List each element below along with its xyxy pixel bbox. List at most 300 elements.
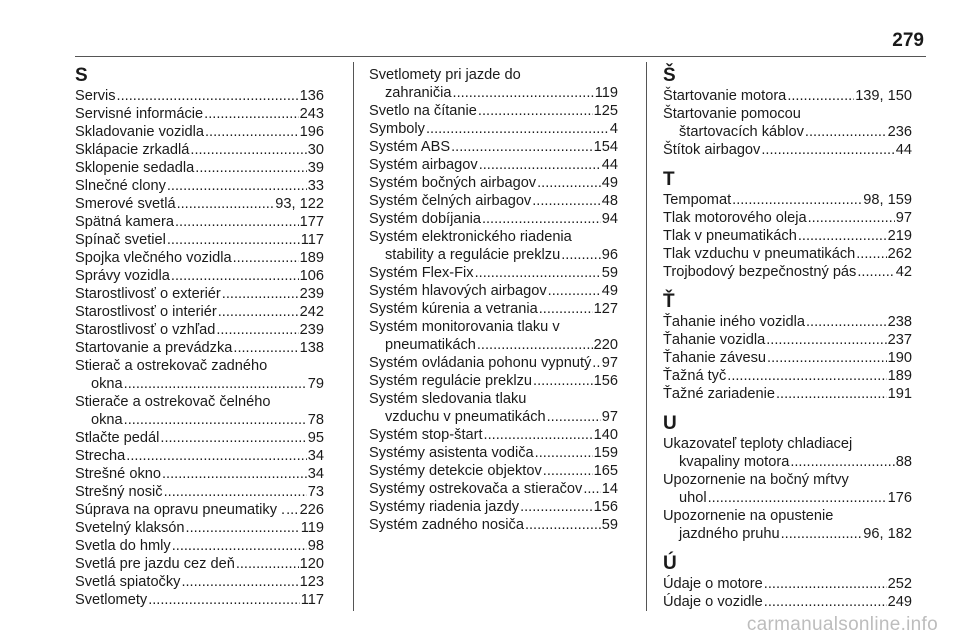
index-entry-page: 34 (307, 466, 324, 482)
index-entry-text: Ťahanie závesu (663, 350, 767, 366)
index-entry-text: Servisné informácie (75, 106, 204, 122)
dot-leader (727, 367, 886, 385)
index-entry-page: 98, 159 (863, 192, 912, 208)
index-entry-page: 95 (307, 430, 324, 446)
index-entry-line (75, 519, 324, 537)
index-entry-text: stability a regulácie preklzu (385, 247, 561, 263)
index-entry-page: 97 (601, 355, 618, 371)
index-entry (75, 573, 324, 591)
index-entry (75, 501, 324, 519)
index-entry (369, 444, 618, 462)
index-entry-page: 44 (601, 157, 618, 173)
index-entry-page: 136 (299, 88, 324, 104)
index-entry-text: Štartovanie motora (663, 88, 787, 104)
index-entry-page: 96 (601, 247, 618, 263)
index-entry-page: 156 (593, 373, 618, 389)
dot-leader (798, 227, 887, 245)
index-entry-line (369, 138, 618, 156)
dot-leader (175, 213, 299, 231)
index-entry (663, 471, 912, 507)
index-entry-line (75, 591, 324, 609)
index-entry-page: 219 (887, 228, 912, 244)
index-entry-line (75, 231, 324, 249)
index-entry-text: okna (91, 376, 123, 392)
index-entry-text: Slnečné clony (75, 178, 166, 194)
index-entry-text: vzduchu v pneumatikách (385, 409, 546, 425)
index-entry-text: Sklápacie zrkadlá (75, 142, 190, 158)
dot-leader (561, 246, 601, 264)
dot-leader (520, 498, 593, 516)
index-entry-page: 97 (601, 409, 618, 425)
index-entry-page: 243 (299, 106, 324, 122)
index-entry-page: 30 (307, 142, 324, 158)
index-entry-line (75, 447, 324, 465)
index-entry-text: Systém hlavových airbagov (369, 283, 547, 299)
index-entry (75, 447, 324, 465)
index-entry-text: pneumatikách (385, 337, 476, 353)
index-entry (369, 210, 618, 228)
index-entry-line (663, 191, 912, 209)
index-entry-line (663, 489, 912, 507)
dot-leader (124, 375, 307, 393)
index-entry-head: Štartovanie pomocou (663, 106, 801, 122)
dot-leader (204, 105, 298, 123)
dot-leader (764, 575, 887, 593)
index-entry-line (75, 141, 324, 159)
index-entry-page: 94 (601, 211, 618, 227)
index-entry-line (369, 516, 618, 534)
index-entry-text: Systém zadného nosiča (369, 517, 524, 533)
index-entry-head: Upozornenie na bočný mŕtvy (663, 472, 849, 488)
dot-leader (776, 385, 887, 403)
dot-leader (732, 191, 862, 209)
index-entry-line (369, 498, 618, 516)
index-entry-line (75, 411, 324, 429)
index-entry-page: 139, 150 (855, 88, 912, 104)
index-entry (75, 213, 324, 231)
index-entry-text: uhol (679, 490, 707, 506)
index-entry (75, 231, 324, 249)
index-entry-line (75, 483, 324, 501)
index-entry-text: Systém ABS (369, 139, 451, 155)
index-entry (369, 264, 618, 282)
dot-leader (171, 267, 299, 285)
dot-leader (222, 285, 299, 303)
index-entry-line (369, 192, 618, 210)
index-entry-page: 48 (601, 193, 618, 209)
index-entry (75, 267, 324, 285)
index-entry-line (369, 246, 618, 264)
index-entry-page: 59 (601, 265, 618, 281)
index-entry-page: 140 (593, 427, 618, 443)
column-divider-2 (646, 62, 647, 611)
index-entry-text: Symboly (369, 121, 425, 137)
index-entry (369, 138, 618, 156)
index-entry-text: Systém regulácie preklzu (369, 373, 533, 389)
index-entry-text: štartovacích káblov (679, 124, 804, 140)
index-entry (369, 516, 618, 534)
dot-leader (126, 447, 306, 465)
index-entry-text: Systémy riadenia jazdy (369, 499, 520, 515)
index-entry-line (663, 349, 912, 367)
index-column-3 (663, 66, 912, 611)
index-entry-text: Systém bočných airbagov (369, 175, 537, 191)
index-entry (369, 156, 618, 174)
index-entry-line (75, 429, 324, 447)
index-entry-page: 119 (300, 520, 324, 536)
index-entry-text: Sklopenie sedadla (75, 160, 195, 176)
index-entry-text: Systémy detekcie objektov (369, 463, 542, 479)
index-entry (663, 313, 912, 331)
index-entry-page: 177 (299, 214, 324, 230)
index-entry-line (369, 408, 618, 426)
index-entry-page: 165 (593, 463, 618, 479)
index-entry (369, 228, 618, 264)
index-entry-text: Správy vozidla (75, 268, 170, 284)
index-entry-text: okna (91, 412, 123, 428)
index-entry-line (663, 575, 912, 593)
index-entry-line (75, 105, 324, 123)
index-entry-page: 49 (601, 283, 618, 299)
index-entry-line (369, 174, 618, 192)
index-entry-text: Strecha (75, 448, 126, 464)
index-entry-text: Tlak vzduchu v pneumatikách (663, 246, 856, 262)
index-entry-text: Starostlivosť o interiér (75, 304, 217, 320)
index-entry-page: 220 (593, 337, 618, 353)
index-entry (75, 465, 324, 483)
index-entry-page: 249 (887, 594, 912, 610)
index-entry-page: 156 (593, 499, 618, 515)
index-entry-text: zahraničia (385, 85, 452, 101)
index-entry (369, 66, 618, 102)
dot-leader (167, 231, 300, 249)
index-entry-head: Systém sledovania tlaku (369, 391, 527, 407)
index-entry-page: 154 (593, 139, 618, 155)
index-entry-page: 238 (887, 314, 912, 330)
index-entry-line (663, 263, 912, 281)
index-entry-head: Upozornenie na opustenie (663, 508, 834, 524)
index-entry (663, 435, 912, 471)
index-entry (75, 159, 324, 177)
index-entry-text: Tempomat (663, 192, 732, 208)
index-entry-page: 88 (895, 454, 912, 470)
index-entry (75, 249, 324, 267)
dot-leader (167, 177, 307, 195)
index-entry-text: Súprava na opravu pneumatiky . (75, 502, 286, 518)
index-entry-page: 73 (307, 484, 324, 500)
index-entry (75, 303, 324, 321)
index-entry-text: Svetla do hmly (75, 538, 171, 554)
index-entry (663, 367, 912, 385)
dot-leader (537, 174, 601, 192)
dot-leader (535, 444, 593, 462)
index-entry (663, 245, 912, 263)
index-entry-line (663, 141, 912, 159)
index-entry-text: Svetlá spiatočky (75, 574, 181, 590)
dot-leader (453, 84, 594, 102)
index-entry (663, 507, 912, 543)
header-rule (75, 56, 926, 57)
index-entry-page: 252 (887, 576, 912, 592)
dot-leader (426, 120, 609, 138)
dot-leader (548, 282, 601, 300)
index-entry-page: 190 (887, 350, 912, 366)
index-entry-line (663, 209, 912, 227)
index-entry (369, 192, 618, 210)
index-entry (663, 575, 912, 593)
index-entry-page: 44 (895, 142, 912, 158)
index-entry-page: 79 (307, 376, 324, 392)
index-entry (75, 195, 324, 213)
index-entry-line (663, 245, 912, 263)
index-entry-page: 138 (299, 340, 324, 356)
dot-leader (533, 372, 593, 390)
index-entry-page: 39 (307, 160, 324, 176)
index-entry-line (369, 102, 618, 120)
index-entry-text: Systémy asistenta vodiča (369, 445, 534, 461)
index-entry (663, 191, 912, 209)
index-entry-line (663, 227, 912, 245)
index-entry-text: Starostlivosť o vzhľad (75, 322, 216, 338)
dot-leader (781, 525, 863, 543)
index-entry (369, 354, 618, 372)
index-entry-page: 4 (609, 121, 618, 137)
index-entry-line (75, 213, 324, 231)
index-entry-line (663, 123, 912, 141)
index-entry-text: Systém ovládania pohonu vypnutý (369, 355, 592, 371)
index-entry (663, 331, 912, 349)
section-letter: U (663, 413, 677, 434)
dot-leader (181, 573, 298, 591)
dot-leader (233, 339, 298, 357)
index-entry-page: 242 (299, 304, 324, 320)
dot-leader (805, 123, 887, 141)
index-entry (75, 141, 324, 159)
index-entry-page: 119 (594, 85, 618, 101)
index-entry-line (75, 285, 324, 303)
index-entry (663, 385, 912, 403)
index-entry-line (369, 264, 618, 282)
index-column-1 (75, 66, 324, 609)
index-entry (663, 593, 912, 611)
index-entry-line (663, 453, 912, 471)
index-entry-text: Systém Flex-Fix (369, 265, 474, 281)
index-entry-line (663, 385, 912, 403)
index-entry-line (369, 480, 618, 498)
dot-leader (162, 465, 307, 483)
dot-leader (766, 331, 886, 349)
index-entry-line (369, 282, 618, 300)
page-number: 279 (892, 30, 924, 51)
index-entry-page: 98 (307, 538, 324, 554)
index-entry-line (75, 555, 324, 573)
dot-leader (856, 245, 886, 263)
index-entry-text: Systém airbagov (369, 157, 478, 173)
index-entry-text: Štítok airbagov (663, 142, 761, 158)
index-entry (369, 282, 618, 300)
index-entry-line (663, 331, 912, 349)
index-entry-page: 127 (593, 301, 618, 317)
index-entry-text: Ťažná tyč (663, 368, 727, 384)
dot-leader (543, 462, 593, 480)
index-entry-line (75, 321, 324, 339)
dot-leader (117, 87, 299, 105)
index-entry-page: 59 (601, 517, 618, 533)
index-entry-page: 96, 182 (863, 526, 912, 542)
index-entry-page: 49 (601, 175, 618, 191)
index-entry (75, 285, 324, 303)
index-entry-head: Svetlomety pri jazde do (369, 67, 521, 83)
dot-leader (761, 141, 894, 159)
index-entry-page: 42 (895, 264, 912, 280)
section-letter: Ú (663, 553, 677, 574)
index-entry (369, 426, 618, 444)
index-entry-page: 117 (300, 232, 324, 248)
dot-leader (484, 426, 593, 444)
index-entry-text: Strešné okno (75, 466, 161, 482)
index-entry-text: kvapaliny motora (679, 454, 790, 470)
dot-leader (451, 138, 593, 156)
dot-leader (164, 483, 307, 501)
index-entry-text: Spätná kamera (75, 214, 174, 230)
index-entry-line (663, 87, 912, 105)
index-entry (75, 321, 324, 339)
index-entry (663, 263, 912, 281)
index-entry-line (369, 372, 618, 390)
dot-leader (177, 195, 275, 213)
index-entry (663, 349, 912, 367)
index-entry-page: 176 (887, 490, 912, 506)
section-letter: Ť (663, 291, 675, 312)
index-entry-line (369, 300, 618, 318)
index-entry-line (75, 159, 324, 177)
index-entry-text: Startovanie a prevádzka (75, 340, 233, 356)
index-entry (75, 177, 324, 195)
index-entry-text: Smerové svetlá (75, 196, 176, 212)
index-entry-page: 14 (601, 481, 618, 497)
dot-leader (190, 141, 306, 159)
index-entry-page: 33 (307, 178, 324, 194)
dot-leader (233, 249, 299, 267)
index-entry (663, 141, 912, 159)
index-entry (663, 227, 912, 245)
index-entry-line (663, 525, 912, 543)
dot-leader (477, 336, 593, 354)
section-letter: Š (663, 65, 676, 86)
index-entry-line (369, 156, 618, 174)
index-entry-line (663, 593, 912, 611)
index-entry-line (75, 537, 324, 555)
index-entry (369, 462, 618, 480)
index-entry-line (75, 123, 324, 141)
index-entry-text: Skladovanie vozidla (75, 124, 204, 140)
index-entry-head: Ukazovateľ teploty chladiacej (663, 436, 853, 452)
index-entry-head: Systém elektronického riadenia (369, 229, 572, 245)
index-entry (75, 519, 324, 537)
dot-leader (478, 102, 593, 120)
index-entry (663, 105, 912, 141)
dot-leader (790, 453, 894, 471)
dot-leader (475, 264, 601, 282)
index-entry-line (369, 426, 618, 444)
index-entry (369, 390, 618, 426)
index-entry-page: 237 (887, 332, 912, 348)
index-entry-page: 159 (593, 445, 618, 461)
index-entry-page: 239 (299, 322, 324, 338)
index-entry-text: Tlak motorového oleja (663, 210, 807, 226)
section-letter: S (75, 65, 88, 86)
index-entry (75, 429, 324, 447)
dot-leader (764, 593, 887, 611)
index-entry-line (75, 87, 324, 105)
index-entry (75, 87, 324, 105)
index-entry-text: Tlak v pneumatikách (663, 228, 797, 244)
index-entry-text: Svetlo na čítanie (369, 103, 477, 119)
dot-leader (160, 429, 306, 447)
index-entry-page: 239 (299, 286, 324, 302)
index-entry-page: 125 (593, 103, 618, 119)
index-entry-line (75, 177, 324, 195)
index-entry-line (369, 444, 618, 462)
index-entry-text: Stlačte pedál (75, 430, 160, 446)
index-entry-page: 236 (887, 124, 912, 140)
index-entry-line (75, 249, 324, 267)
index-entry-head: Stierač a ostrekovač zadného (75, 358, 268, 374)
index-entry-line (75, 573, 324, 591)
dot-leader (482, 210, 601, 228)
index-column-2 (369, 66, 618, 534)
index-entry-text: Strešný nosič (75, 484, 163, 500)
dot-leader (124, 411, 307, 429)
index-entry (369, 372, 618, 390)
index-entry-line (369, 462, 618, 480)
index-entry-line (663, 367, 912, 385)
index-entry (75, 339, 324, 357)
index-entry (75, 123, 324, 141)
index-entry-head: Systém monitorovania tlaku v (369, 319, 560, 335)
index-entry-page: 191 (887, 386, 912, 402)
index-entry (369, 480, 618, 498)
dot-leader (479, 156, 601, 174)
index-entry-line (663, 313, 912, 331)
index-entry (369, 120, 618, 138)
index-entry-line (369, 210, 618, 228)
dot-leader (539, 300, 593, 318)
index-entry-text: Údaje o motore (663, 576, 763, 592)
index-entry-text: Systém čelných airbagov (369, 193, 532, 209)
index-entry-text: Systém kúrenia a vetrania (369, 301, 538, 317)
index-entry-page: 262 (887, 246, 912, 262)
index-entry (369, 102, 618, 120)
dot-leader (806, 313, 887, 331)
index-entry-page: 34 (307, 448, 324, 464)
index-entry (369, 300, 618, 318)
dot-leader (583, 480, 600, 498)
index-entry-text: Spojka vlečného vozidla (75, 250, 232, 266)
index-entry-page: 196 (299, 124, 324, 140)
column-divider-1 (353, 62, 354, 611)
index-entry (369, 174, 618, 192)
index-entry-page: 189 (299, 250, 324, 266)
index-entry-line (75, 339, 324, 357)
index-entry-line (75, 501, 324, 519)
index-entry-page: 120 (299, 556, 324, 572)
index-entry-line (75, 303, 324, 321)
dot-leader (186, 519, 300, 537)
index-entry-head: Stierače a ostrekovač čelného (75, 394, 271, 410)
dot-leader (172, 537, 307, 555)
index-entry-text: Ťahanie vozidla (663, 332, 766, 348)
